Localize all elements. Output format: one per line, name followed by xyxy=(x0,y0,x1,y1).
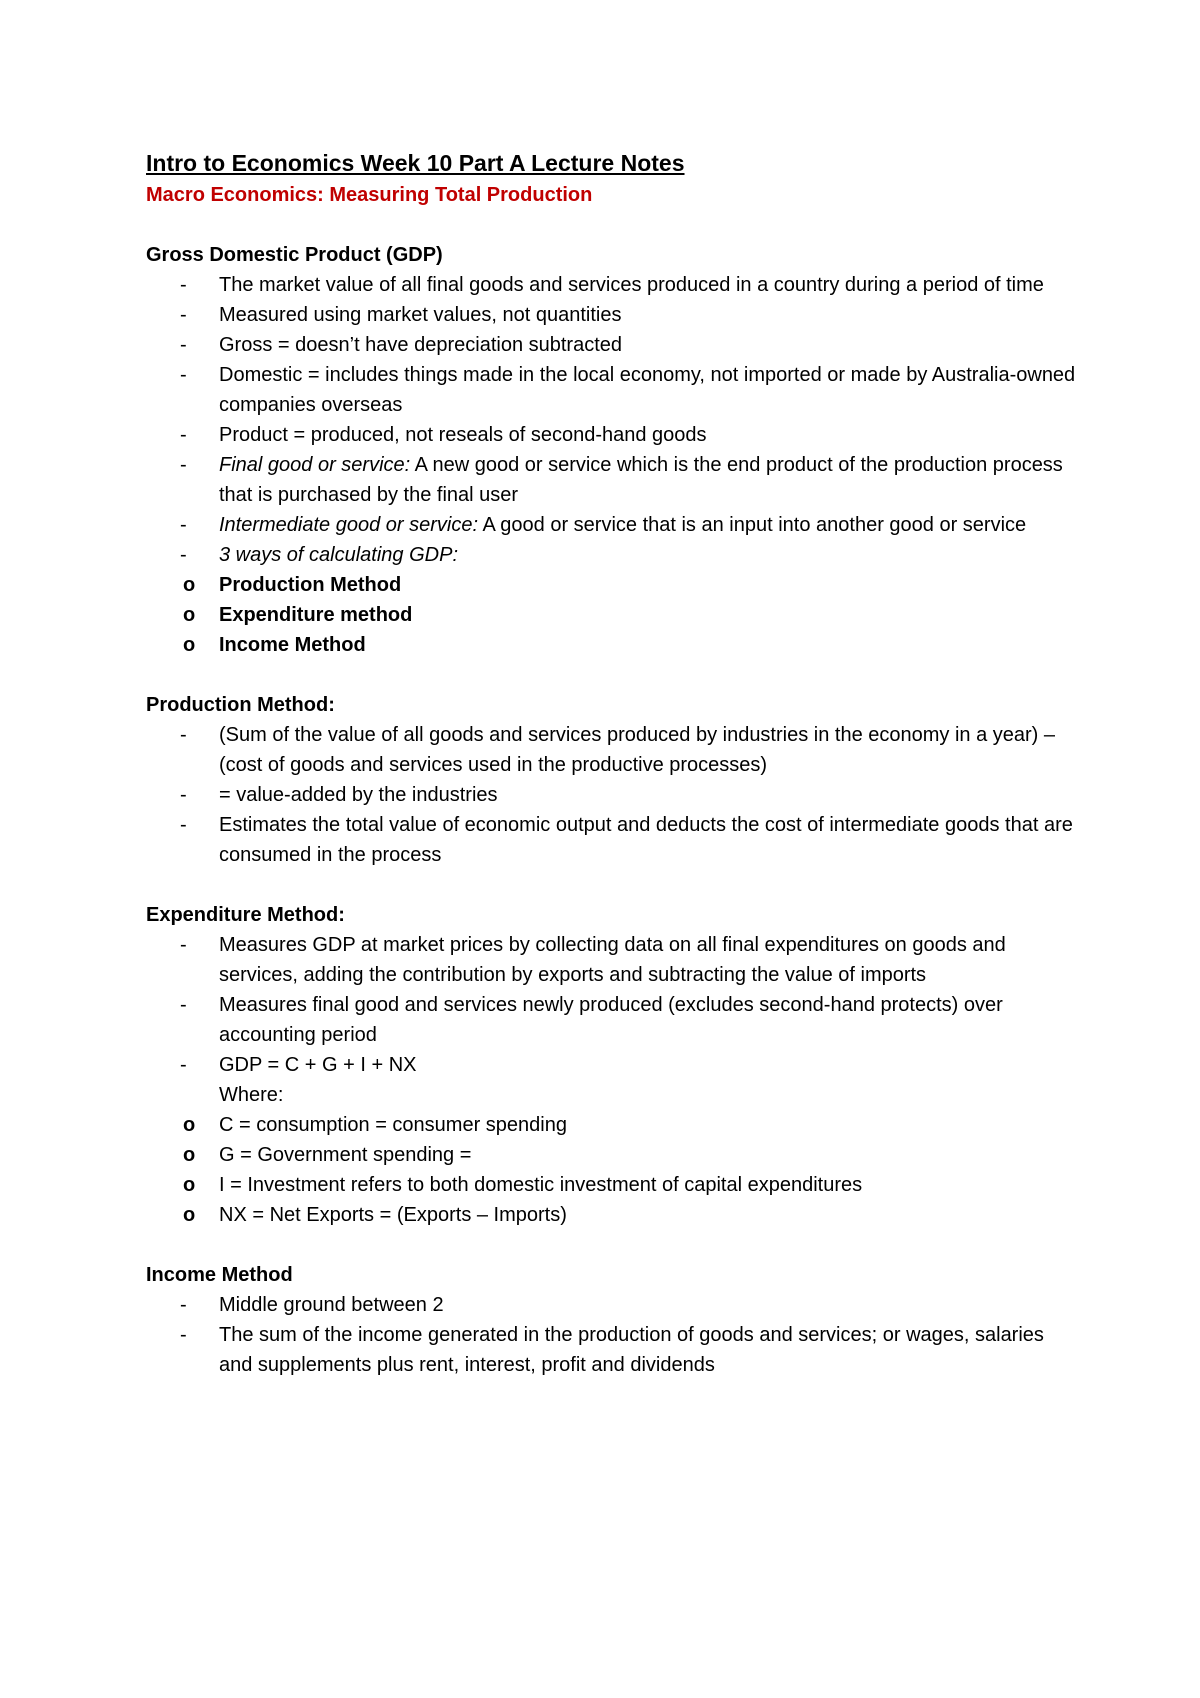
ways-label: 3 ways of calculating GDP: xyxy=(219,544,458,566)
component-item: o I = Investment refers to both domestic investment of capital expenditures xyxy=(146,1170,1076,1200)
method-item-income: o Income Method xyxy=(146,630,1076,660)
component-item: o NX = Net Exports = (Exports – Imports) xyxy=(146,1200,1076,1230)
list-item xyxy=(146,450,1076,510)
document-body xyxy=(146,146,1076,1410)
method-item-production: o Production Method xyxy=(146,570,1076,600)
document-subtitle: Macro Economics: Measuring Total Production xyxy=(146,184,593,206)
list-item: - Product = produced, not reseals of second-hand goods xyxy=(146,420,1076,450)
list-item xyxy=(146,1050,1076,1230)
expenditure-list xyxy=(146,930,1076,1230)
gdp-list xyxy=(146,270,1076,660)
component-item: o G = Government spending = xyxy=(146,1140,1076,1170)
components-sublist xyxy=(146,1110,1076,1230)
expenditure-heading: Expenditure Method: xyxy=(146,904,345,926)
final-good-term: Final good or service: xyxy=(219,454,411,476)
production-heading: Production Method: xyxy=(146,694,335,716)
gdp-heading: Gross Domestic Product (GDP) xyxy=(146,244,443,266)
list-item: - Middle ground between 2 xyxy=(146,1290,1076,1320)
gdp-section xyxy=(146,240,1076,660)
document-title: Intro to Economics Week 10 Part A Lecture Notes xyxy=(146,150,685,176)
intermediate-good-term: Intermediate good or service: xyxy=(219,514,479,536)
list-item: - Measures GDP at market prices by collecting data on all final expenditures on goods and services, adding the contribution by exports and subtracting the value of imports xyxy=(146,930,1076,990)
intermediate-good-definition: A good or service that is an input into another good or service xyxy=(478,514,1027,536)
list-item: - The market value of all final goods and services produced in a country during a period of time xyxy=(146,270,1076,300)
list-item: - Domestic = includes things made in the local economy, not imported or made by Australia-owned companies overseas xyxy=(146,360,1076,420)
list-item: - (Sum of the value of all goods and services produced by industries in the economy in a year) – (cost of goods and services used in the productive processes) xyxy=(146,720,1076,780)
list-item: - = value-added by the industries xyxy=(146,780,1076,810)
component-item: o C = consumption = consumer spending xyxy=(146,1110,1076,1140)
production-list xyxy=(146,720,1076,870)
gdp-formula: - GDP = C + G + I + NX xyxy=(219,1054,417,1076)
income-heading: Income Method xyxy=(146,1264,293,1286)
income-list xyxy=(146,1290,1076,1380)
list-item: - The sum of the income generated in the production of goods and services; or wages, salaries and supplements plus rent, interest, profit and dividends xyxy=(146,1320,1076,1380)
where-label: Where: xyxy=(219,1084,284,1106)
expenditure-section xyxy=(146,900,1076,1230)
income-section xyxy=(146,1260,1076,1380)
list-item: - Estimates the total value of economic output and deducts the cost of intermediate goods that are consumed in the process xyxy=(146,810,1076,870)
list-item xyxy=(146,510,1076,540)
method-item-expenditure: o Expenditure method xyxy=(146,600,1076,630)
methods-sublist xyxy=(146,570,1076,660)
list-item: - Measures final good and services newly produced (excludes second-hand protects) over accounting period xyxy=(146,990,1076,1050)
list-item xyxy=(146,540,1076,660)
list-item: - Gross = doesn’t have depreciation subtracted xyxy=(146,330,1076,360)
final-good-definition: A new good or service which is the end product of the production process that is purchased by the final user xyxy=(219,454,1063,506)
list-item: - Measured using market values, not quantities xyxy=(146,300,1076,330)
production-section xyxy=(146,690,1076,870)
